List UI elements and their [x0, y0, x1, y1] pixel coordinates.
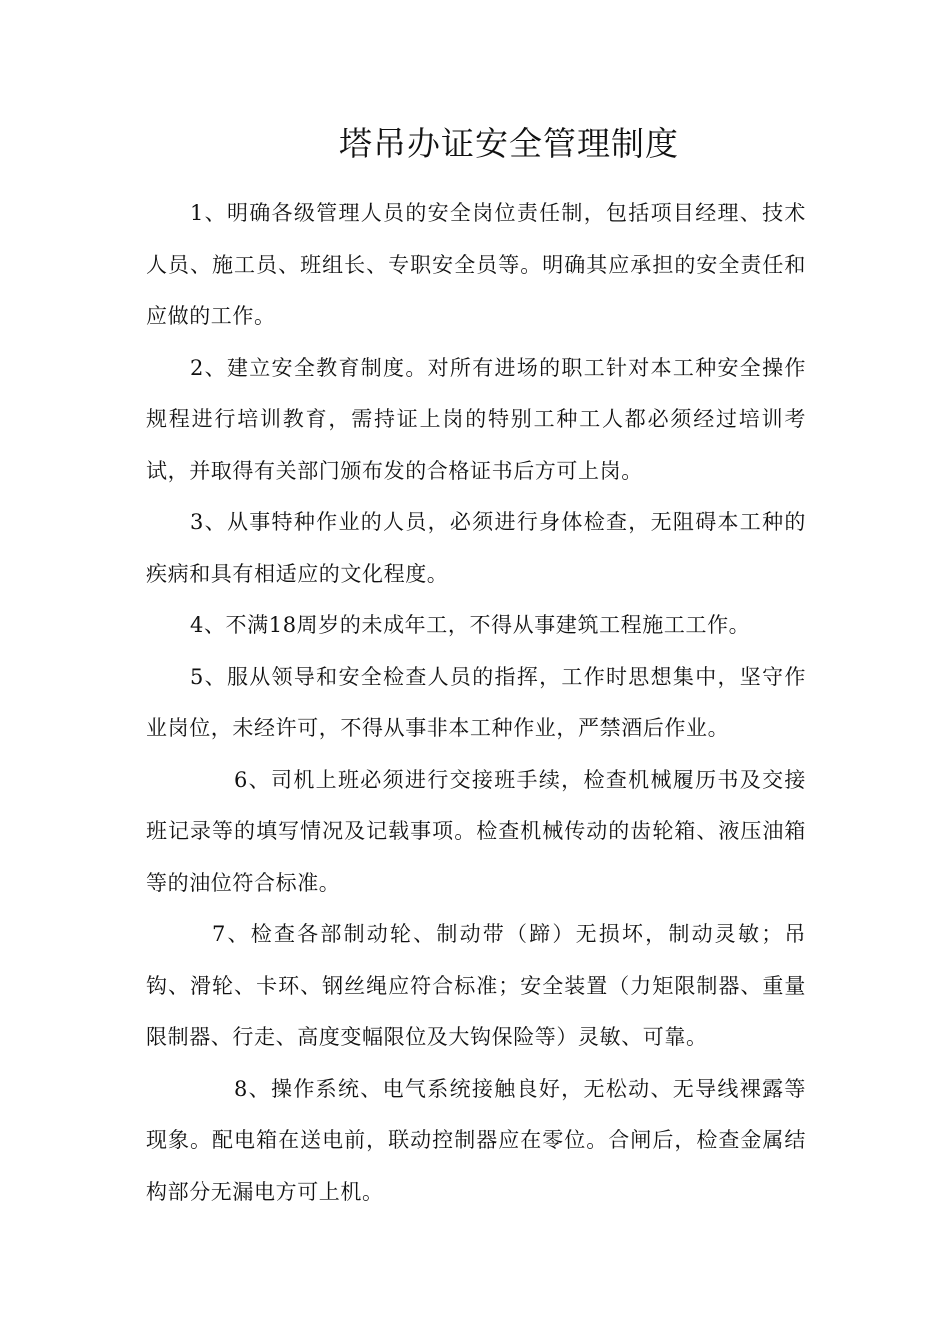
paragraph-4: 4、不满18周岁的未成年工，不得从事建筑工程施工工作。	[190, 613, 751, 637]
paragraph-1: 1、明确各级管理人员的安全岗位责任制，包括项目经理、技术人员、施工员、班组长、专职安全员等。明确其应承担的安全责任和应做的工作。	[146, 201, 806, 328]
paragraph-2: 2、建立安全教育制度。对所有进场的职工针对本工种安全操作规程进行培训教育，需持证上岗的特别工种工人都必须经过培训考试，并取得有关部门颁布发的合格证书后方可上岗。	[146, 355, 806, 483]
paragraph-5: 5、服从领导和安全检查人员的指挥，工作时思想集中，坚守作业岗位，未经许可，不得从事非本工种作业，严禁酒后作业。	[146, 664, 806, 740]
paragraph-3: 3、从事特种作业的人员，必须进行身体检查，无阻碍本工种的疾病和具有相适应的文化程度。	[146, 510, 806, 586]
document-body	[146, 188, 806, 1218]
document-title: 塔吊办证安全管理制度	[339, 124, 679, 163]
paragraph-8: 8、操作系统、电气系统接触良好，无松动、无导线裸露等现象。配电箱在送电前，联动控制器应在零位。合闸后，检查金属结构部分无漏电方可上机。	[146, 1076, 806, 1204]
paragraph-7: 7、检查各部制动轮、制动带（蹄）无损坏，制动灵敏；吊钩、滑轮、卡环、钢丝绳应符合标准；安全装置（力矩限制器、重量限制器、行走、高度变幅限位及大钩保险等）灵敏、可靠。	[146, 922, 806, 1049]
paragraph-6: 6、司机上班必须进行交接班手续，检查机械履历书及交接班记录等的填写情况及记载事项。检查机械传动的齿轮箱、液压油箱等的油位符合标准。	[146, 767, 806, 895]
